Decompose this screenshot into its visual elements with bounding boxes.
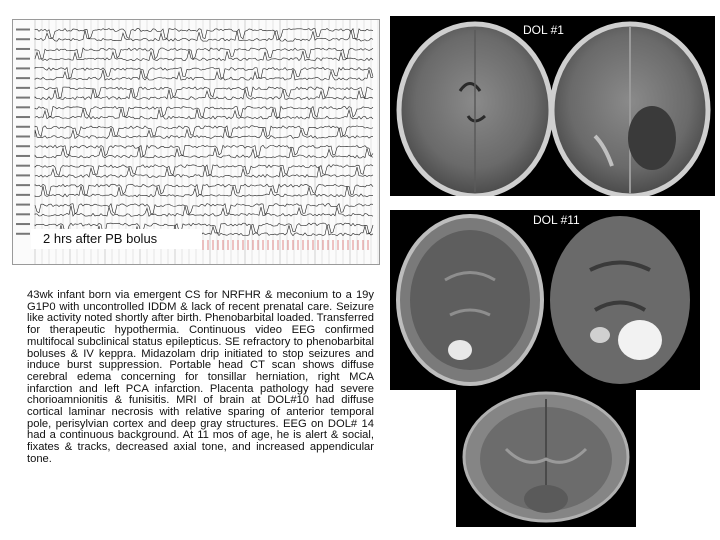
eeg-channel-label — [16, 126, 30, 128]
eeg-waveform — [13, 20, 379, 264]
eeg-channel-label — [16, 174, 30, 176]
mri-label: DOL #11 — [533, 213, 580, 227]
ct-scan-image — [390, 16, 715, 196]
eeg-channel-trace — [35, 50, 373, 60]
eeg-channel-trace — [35, 145, 373, 156]
eeg-channel-trace — [35, 186, 373, 197]
eeg-channel-trace — [35, 70, 373, 80]
eeg-caption: 2 hrs after PB bolus — [31, 229, 202, 249]
eeg-channel-label — [16, 213, 30, 215]
eeg-channel-label — [16, 233, 30, 235]
eeg-channel-trace — [35, 48, 373, 59]
eeg-channel-label — [16, 194, 30, 196]
eeg-channel-label — [16, 97, 30, 99]
eeg-channel-trace — [35, 206, 373, 217]
eeg-channel-trace — [35, 128, 373, 139]
eeg-channel-label — [16, 136, 30, 138]
eeg-channel-label — [16, 223, 30, 225]
eeg-channel-label — [16, 77, 30, 79]
eeg-channel-label — [16, 116, 30, 118]
mri-coronal-image — [456, 389, 636, 527]
eeg-channel-trace — [35, 204, 373, 215]
eeg-channel-trace — [35, 147, 373, 158]
eeg-channel-label — [16, 87, 30, 89]
mri-axial-image — [390, 210, 700, 390]
eeg-channel-label — [16, 29, 30, 31]
eeg-channel-trace — [35, 30, 373, 41]
eeg-channel-trace — [35, 67, 373, 78]
case-history-text: 43wk infant born via emergent CS for NRFHR & meconium to a 19y G1P0 with uncontrolled IDDM & lack of recent prenatal care. Seizure like activity noted shortly after birth. Phenobarbital loaded. Transferred for therapeutic hypothermia. Continuous video EEG confirmed multifocal subclinical status epilepticus. SE refractory to phenobarbital boluses & IV keppra. Midazolam drip initiated to stop seizures and induce burst suppression. Portable head CT scan shows diffuse cerebral edema concerning for tonsillar herniation, right MCA infarction and left PCA infarction. Placenta pathology had severe chorioamnionitis & funisitis. MRI of brain at DOL#10 had diffuse cortical laminar necrosis with relative sparing of anterior temporal pole, perisylvian cortex and deep gray structures. EEG on DOL# 14 had a continuous background. At 11 mos of age, he is alert & social, fixates & tracks, decreased axial tone, and increased appendicular tone. — [27, 289, 374, 465]
eeg-channel-label — [16, 145, 30, 147]
eeg-channel-trace — [35, 89, 373, 100]
eeg-channel-label — [16, 184, 30, 186]
eeg-channel-label — [16, 38, 30, 40]
eeg-channel-trace — [35, 165, 373, 176]
mri-panel — [390, 210, 700, 390]
eeg-channel-label — [16, 58, 30, 60]
eeg-channel-label — [16, 106, 30, 108]
mri-coronal-panel — [456, 389, 636, 527]
eeg-channel-label — [16, 48, 30, 50]
eeg-channel-label — [16, 155, 30, 157]
ct-scan-panel — [390, 16, 715, 196]
eeg-channel-label — [16, 204, 30, 206]
eeg-channel-label — [16, 67, 30, 69]
eeg-channel-trace — [35, 106, 373, 117]
eeg-channel-trace — [35, 184, 373, 195]
eeg-channel-trace — [35, 126, 373, 137]
eeg-channel-label — [16, 165, 30, 167]
ct-label: DOL #1 — [523, 23, 564, 37]
